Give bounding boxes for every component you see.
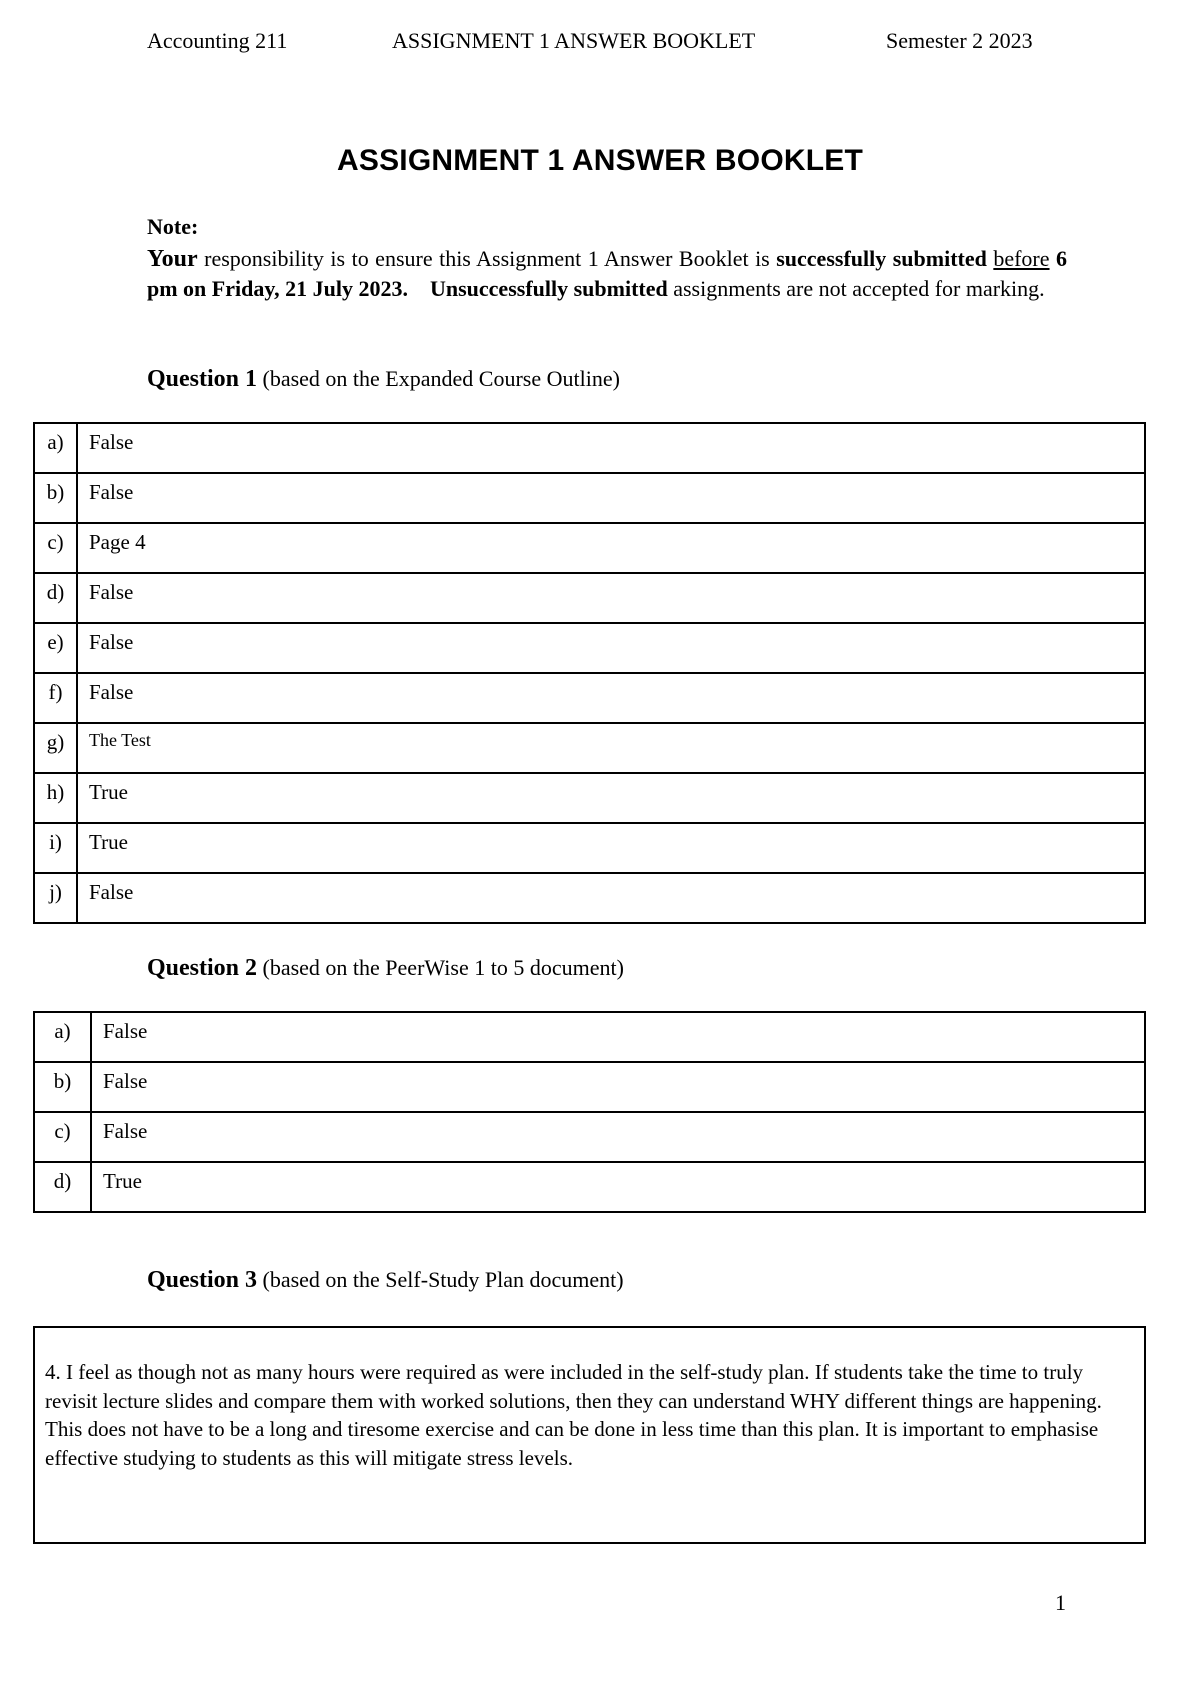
answer-value: False [77,623,1145,673]
question-2-table [33,1011,1146,1213]
answer-row [34,1162,1145,1212]
answer-value: False [77,673,1145,723]
answer-label: g) [34,723,77,773]
question-1-heading [147,366,620,393]
page-header [0,28,1200,58]
note-section [147,212,1067,303]
question-1-label: Question 1 [147,366,258,392]
note-label: Note: [147,214,199,239]
answer-value: False [77,873,1145,923]
answer-value: False [91,1012,1145,1062]
answer-row [34,623,1145,673]
answer-label: d) [34,1162,91,1212]
header-course: Accounting 211 [147,28,288,53]
question-2-heading [147,955,624,982]
answer-row [34,523,1145,573]
answer-row [34,723,1145,773]
note-before: before [993,246,1050,271]
answer-label: b) [34,473,77,523]
header-semester: Semester 2 2023 [886,28,1033,53]
answer-label: b) [34,1062,91,1112]
answer-label: c) [34,523,77,573]
question-3-heading [147,1267,624,1294]
answer-label: c) [34,1112,91,1162]
answer-row [34,673,1145,723]
note-bold-2: 6 pm on Friday, 21 July 2023. [147,246,1068,301]
answer-value: True [77,773,1145,823]
question-3-answer-box [33,1326,1146,1544]
answer-value: False [91,1112,1145,1162]
answer-value: True [91,1162,1145,1212]
answer-label: d) [34,573,77,623]
answer-row [34,773,1145,823]
question-1-table [33,422,1146,924]
answer-row [34,873,1145,923]
answer-label: h) [34,773,77,823]
note-your: Your [147,246,198,272]
question-2-subtitle: (based on the PeerWise 1 to 5 document) [262,955,624,980]
answer-label: j) [34,873,77,923]
answer-label: a) [34,1012,91,1062]
answer-label: f) [34,673,77,723]
answer-row [34,1012,1145,1062]
question-3-subtitle: (based on the Self-Study Plan document) [262,1267,624,1292]
note-bold-3: Unsuccessfully submitted [429,276,668,301]
answer-label: a) [34,423,77,473]
answer-row [34,1062,1145,1112]
answer-label: e) [34,623,77,673]
answer-row [34,1112,1145,1162]
question-3-answer: 4. I feel as though not as many hours were required as were included in the self-study plan. If students take the time to truly revisit lecture slides and compare them with worked solutions, then they can understand WHY different things are happening. This does not have to be a long and tiresome exercise and can be done in less time than this plan. It is important to emphasise effective studying to students as this will mitigate stress levels. [45,1360,1102,1470]
question-3-label: Question 3 [147,1267,258,1293]
answer-row [34,823,1145,873]
answer-value: The Test [77,723,1145,773]
note-bold-1: successfully submitted [776,246,987,271]
answer-value: False [77,473,1145,523]
question-1-subtitle: (based on the Expanded Course Outline) [262,366,620,391]
note-text-2: assignments are not accepted for marking. [667,276,1045,301]
page-title: ASSIGNMENT 1 ANSWER BOOKLET [337,144,863,177]
answer-row [34,473,1145,523]
answer-value: False [77,423,1145,473]
answer-value: True [77,823,1145,873]
answer-row [34,423,1145,473]
header-doc-title: ASSIGNMENT 1 ANSWER BOOKLET [392,28,756,53]
question-2-label: Question 2 [147,955,258,981]
answer-value: False [77,573,1145,623]
answer-value: False [91,1062,1145,1112]
page-number: 1 [1055,1590,1066,1615]
answer-label: i) [34,823,77,873]
answer-value: Page 4 [77,523,1145,573]
note-text-1: responsibility is to ensure this Assignment 1 Answer Booklet is [197,246,777,271]
answer-row [34,573,1145,623]
